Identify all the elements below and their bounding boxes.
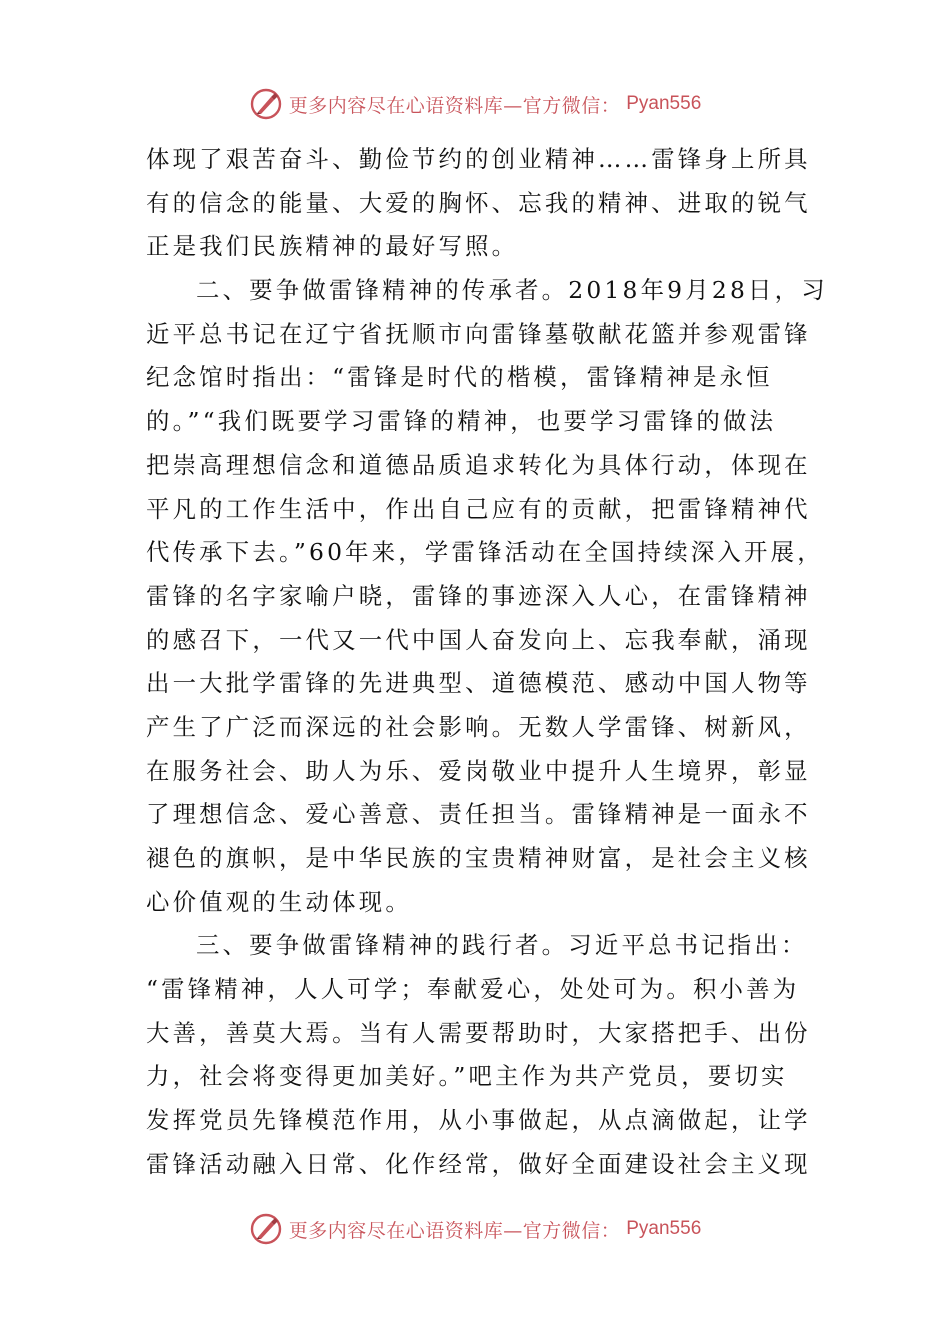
text-line: 在服务社会、助人为乐、爱岗敬业中提升人生境界，彰显 <box>146 756 811 785</box>
document-body <box>146 138 828 1187</box>
pen-logo-icon <box>249 1212 283 1246</box>
text-line: 大善，善莫大焉。当有人需要帮助时，大家搭把手、出份 <box>146 1018 811 1047</box>
text-line: 的。”“我们既要学习雷锋的精神，也要学习雷锋的做法 <box>146 407 777 436</box>
text-line: 近平总书记在辽宁省抚顺市向雷锋墓敬献花篮并参观雷锋 <box>146 319 811 348</box>
text-line: 平凡的工作生活中，作出自己应有的贡献，把雷锋精神代 <box>146 494 811 523</box>
footer-banner <box>0 1209 950 1249</box>
footer-banner-text: 更多内容尽在心语资料库—官方微信： <box>288 1219 621 1242</box>
text-line: 力，社会将变得更加美好。”吧主作为共产党员，要切实 <box>146 1062 788 1091</box>
text-line: 三、要争做雷锋精神的践行者。习近平总书记指出： <box>196 931 808 960</box>
text-line: 出一大批学雷锋的先进典型、道德模范、感动中国人物等 <box>146 669 811 698</box>
text-line: 体现了艰苦奋斗、勤俭节约的创业精神……雷锋身上所具 <box>146 145 811 173</box>
footer-wechat-id: Pyan556 <box>626 1218 702 1239</box>
text-line: 正是我们民族精神的最好写照。 <box>146 232 519 261</box>
header-banner-text: 更多内容尽在心语资料库—官方微信： <box>288 94 621 117</box>
text-line: 二、要争做雷锋精神的传承者。2018年9月28日，习 <box>196 276 828 305</box>
text-line: 雷锋活动融入日常、化作经常，做好全面建设社会主义现 <box>146 1149 811 1178</box>
text-line: 有的信念的能量、大爱的胸怀、忘我的精神、进取的锐气 <box>146 188 811 217</box>
header-banner <box>0 84 950 124</box>
footer-banner-content <box>249 1212 702 1246</box>
text-line: 纪念馆时指出：“雷锋是时代的楷模，雷锋精神是永恒 <box>146 363 773 392</box>
text-line: 了理想信念、爱心善意、责任担当。雷锋精神是一面永不 <box>146 800 811 829</box>
header-banner-content <box>249 87 702 121</box>
text-line: 雷锋的名字家喻户晓，雷锋的事迹深入人心，在雷锋精神 <box>146 581 811 610</box>
text-line: 把崇高理想信念和道德品质追求转化为具体行动，体现在 <box>146 450 811 479</box>
text-line: 代传承下去。”60年来，学雷锋活动在全国持续深入开展， <box>146 538 824 567</box>
text-line: 褪色的旗帜，是中华民族的宝贵精神财富，是社会主义核 <box>146 844 811 872</box>
text-line: “雷锋精神，人人可学；奉献爱心，处处可为。积小善为 <box>146 975 800 1004</box>
text-line: 发挥党员先锋模范作用，从小事做起，从点滴做起，让学 <box>146 1106 811 1135</box>
text-line: 心价值观的生动体现。 <box>146 887 412 916</box>
text-line: 的感召下，一代又一代中国人奋发向上、忘我奉献，涌现 <box>146 625 811 654</box>
text-line: 产生了广泛而深远的社会影响。无数人学雷锋、树新风， <box>146 712 811 741</box>
pen-logo-icon <box>249 87 283 121</box>
header-wechat-id: Pyan556 <box>626 93 702 114</box>
